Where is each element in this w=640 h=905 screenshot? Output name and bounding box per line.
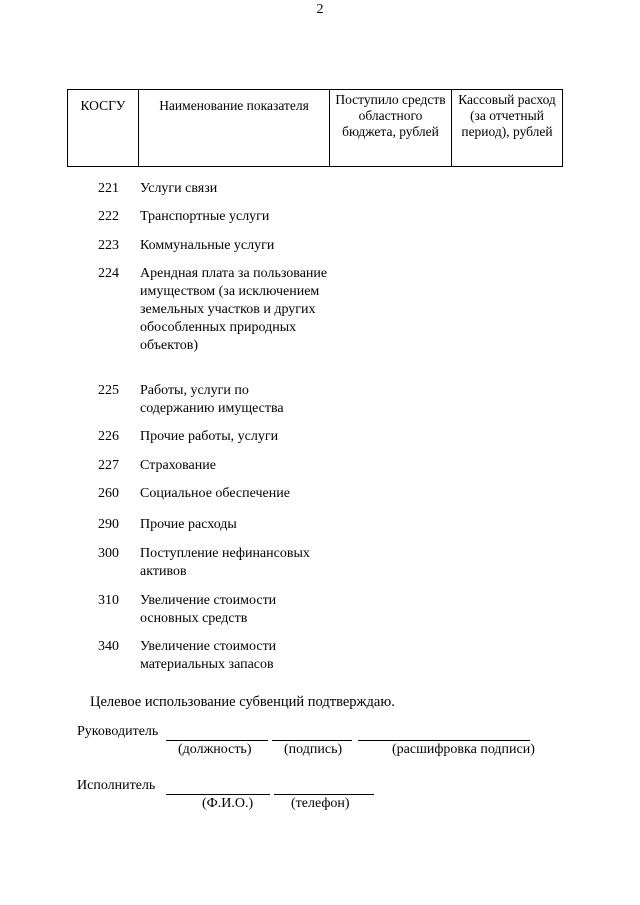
header-indicator-name: Наименование показателя (139, 90, 330, 167)
row-code: 300 (98, 546, 119, 561)
head-position-blank (166, 740, 268, 741)
head-decoding-blank (358, 740, 530, 741)
header-kosgu: КОСГУ (68, 90, 139, 167)
row-code: 310 (98, 593, 119, 608)
row-name: Страхование (140, 458, 216, 473)
row-code: 225 (98, 383, 119, 398)
row-code: 221 (98, 181, 119, 196)
executor-phone-caption: (телефон) (291, 796, 350, 811)
executor-phone-blank (274, 794, 374, 795)
row-code: 340 (98, 639, 119, 654)
header-received-funds: Поступило средств областного бюджета, рублей (330, 90, 452, 167)
row-name: Социальное обеспечение (140, 486, 290, 501)
row-code: 224 (98, 266, 119, 281)
executor-name-blank (166, 794, 270, 795)
row-name: Транспортные услуги (140, 209, 270, 224)
row-name: Увеличение стоимости основных средств (140, 593, 277, 626)
row-code: 227 (98, 458, 119, 473)
report-table-header (67, 89, 563, 167)
confirmation-statement: Целевое использование субвенций подтверждаю. (90, 694, 395, 710)
page-number: 2 (316, 2, 324, 17)
head-label: Руководитель (77, 724, 159, 739)
row-code: 226 (98, 429, 119, 444)
row-name: Коммунальные услуги (140, 238, 275, 253)
row-name: Услуги связи (140, 181, 218, 196)
row-name: Увеличение стоимости материальных запасов (140, 639, 277, 672)
executor-label: Исполнитель (77, 778, 156, 793)
header-cash-expense: Кассовый расход (за отчетный период), рублей (452, 90, 563, 167)
executor-name-caption: (Ф.И.О.) (202, 796, 254, 811)
head-decoding-caption: (расшифровка подписи) (392, 742, 535, 757)
head-signature-caption: (подпись) (284, 742, 343, 757)
row-name: Прочие расходы (140, 517, 237, 532)
row-code: 260 (98, 486, 119, 501)
row-name: Поступление нефинансовых активов (140, 546, 310, 579)
head-position-caption: (должность) (178, 742, 252, 757)
row-name: Арендная плата за пользование имуществом (за исключением земельных участков и других обособленных природных объектов) (140, 266, 328, 353)
row-name: Работы, услуги по содержанию имущества (140, 383, 284, 416)
head-signature-blank (272, 740, 352, 741)
row-code: 290 (98, 517, 119, 532)
row-name: Прочие работы, услуги (140, 429, 279, 444)
row-code: 223 (98, 238, 119, 253)
row-code: 222 (98, 209, 119, 224)
